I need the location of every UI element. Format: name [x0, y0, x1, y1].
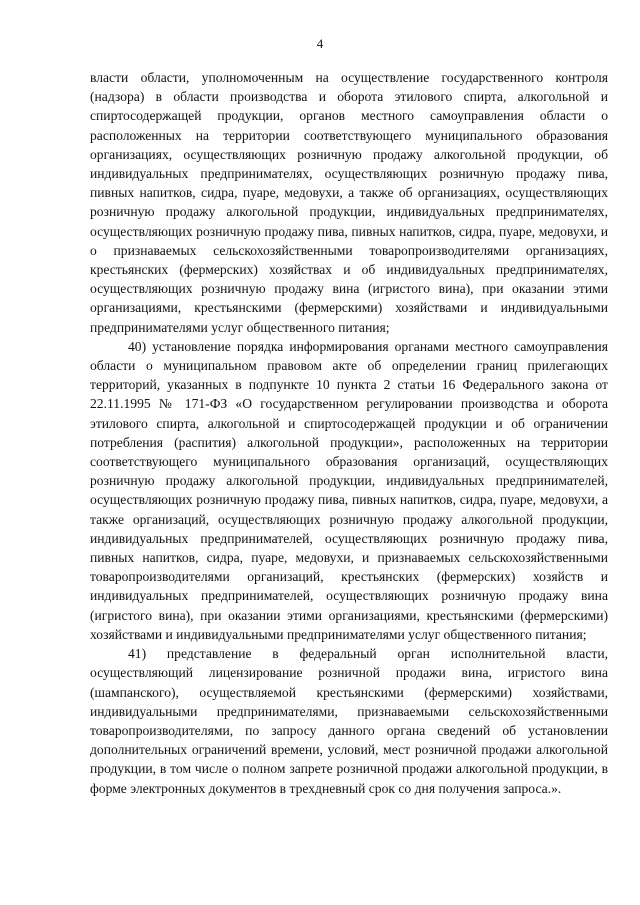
- paragraph-item-40: 40) установление порядка информирования органами местного самоуправления области о муниципальном правовом акте об определении границ прилегающих территорий, указанных в подпункте 10 пункта 2 статьи 16 Федерального закона от 22.11.1995 № 171-ФЗ «О государственном регулировании производства и оборота этилового спирта, алкогольной и спиртосодержащей продукции и об ограничении потребления (распития) алкогольной продукции», расположенных на территории соответствующего муниципального образования организаций, осуществляющих розничную продажу алкогольной продукции, индивидуальных предпринимателей, осуществляющих розничную продажу пива, пивных напитков, сидра, пуаре, медовухи, а также организаций, осуществляющих розничную продажу алкогольной продукции, индивидуальных предпринимателей, осуществляющих розничную продажу пива, пивных напитков, сидра, пуаре, медовухи, и признаваемых сельскохозяйственными товаропроизводителями организаций, крестьянских (фермерских) хозяйств и индивидуальных предпринимателей, осуществляющих розничную продажу вина (игристого вина), при оказании этими организациями, крестьянскими (фермерскими) хозяйствами и индивидуальными предпринимателями услуг общественного питания;: [90, 338, 608, 642]
- document-body: [90, 68, 608, 798]
- page-number: 4: [316, 36, 324, 51]
- paragraph-item-41: 41) представление в федеральный орган исполнительной власти, осуществляющий лицензирование розничной продажи вина, игристого вина (шампанского), осуществляемой крестьянскими (фермерскими) хозяйствами, индивидуальными предпринимателями, признаваемыми сельскохозяйственными товаропроизводителями, по запросу данного органа сведений об установлении дополнительных ограничений времени, условий, мест розничной продажи алкогольной продукции, в том числе о полном запрете розничной продажи алкогольной продукции, в форме электронных документов в трехдневный срок со дня получения запроса.».: [90, 646, 608, 796]
- paragraph-continuation: власти области, уполномоченным на осуществление государственного контроля (надзора) в области производства и оборота этилового спирта, алкогольной и спиртосодержащей продукции, органов местного самоуправления области о расположенных на территории соответствующего муниципального образования организациях, осуществляющих розничную продажу алкогольной продукции, об индивидуальных предпринимателях, осуществляющих розничную продажу пива, пивных напитков, сидра, пуаре, медовухи, а также об организациях, осуществляющих розничную продажу алкогольной продукции, индивидуальных предпринимателях, осуществляющих розничную продажу пива, пивных напитков, сидра, пуаре, медовухи, и о признаваемых сельскохозяйственными товаропроизводителями организациях, крестьянских (фермерских) хозяйствах и об индивидуальных предпринимателях, осуществляющих розничную продажу вина (игристого вина), при оказании этими организациями, крестьянскими (фермерскими) хозяйствами и индивидуальными предпринимателями услуг общественного питания;: [90, 70, 608, 335]
